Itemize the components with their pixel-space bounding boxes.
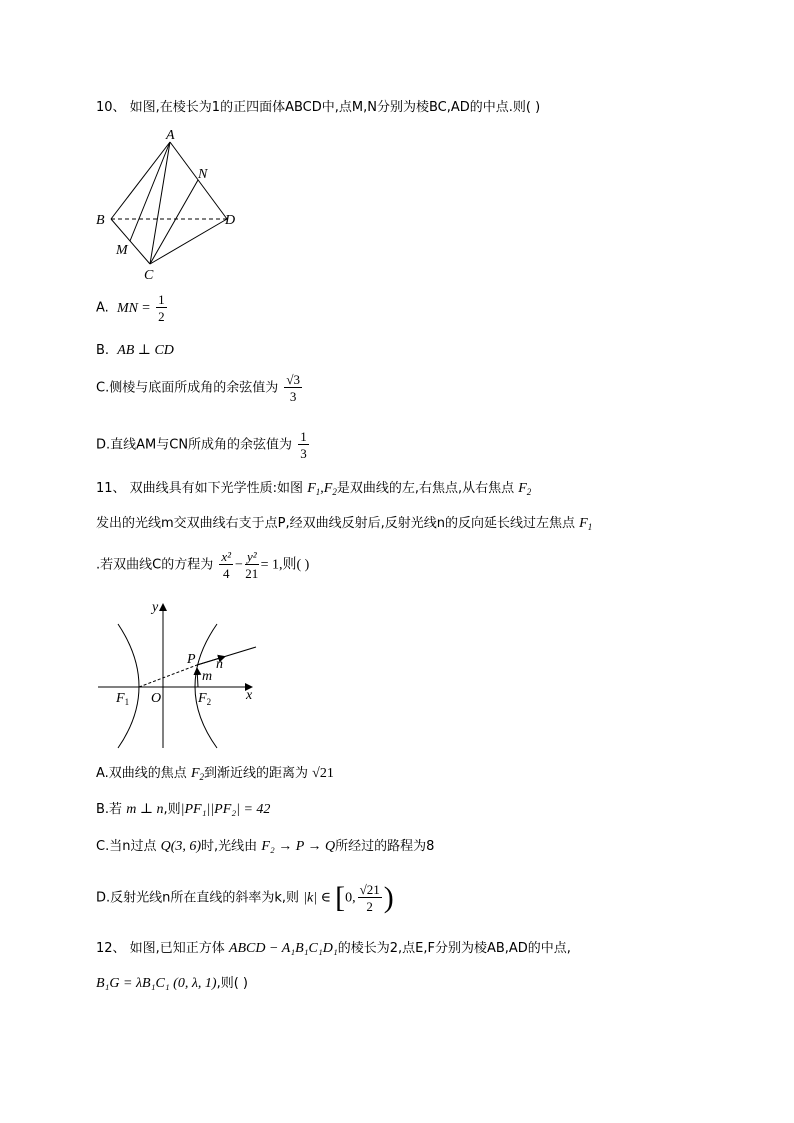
label-n: n <box>216 657 223 672</box>
q11-line-2: 发出的光线m交双曲线右支于点P,经双曲线反射后,反射光线n的反向延长线过左焦点 $F_1$ <box>96 516 593 532</box>
label-x: x <box>246 688 253 703</box>
q10-option-b: B. AB ⊥ CD <box>96 343 174 358</box>
q10-option-d: D.直线AM与CN所成角的余弦值为 $\frac{1}{3}$ <box>96 429 307 461</box>
q12-line-1: 12、 如图,已知正方体 ABCD − A₁B₁C₁D₁的棱长为2,点E,F分别为棱AB,AD的中点, <box>96 941 571 956</box>
hyperbola-left-branch <box>118 624 139 748</box>
label-f1: $F_1$ <box>116 691 130 707</box>
label-d: D <box>225 213 236 228</box>
edge-ab <box>111 142 170 219</box>
q11-option-c: C.当n过点 Q(3, 6)时,光线由 F₂ → P → Q所经过的路程为8 <box>96 839 435 854</box>
q10-option-a: A. MN = $\frac{1}{2}$ <box>96 292 165 324</box>
incident-ray-m <box>197 668 198 687</box>
q12-line-2: B₁G = λB₁C₁ (0, λ, 1),则( ) <box>96 976 248 991</box>
label-y: y <box>152 600 159 615</box>
reflected-ray-extension <box>139 665 197 687</box>
label-m: M <box>116 243 128 258</box>
label-a: A <box>166 128 175 143</box>
q11-line-1: 11、 双曲线具有如下光学性质:如图 $F_1,F_2$是双曲线的左,右焦点,从右焦点 $F_2$ <box>96 481 532 497</box>
segment-am <box>130 142 170 241</box>
q10-stem: 10、 如图,在棱长为1的正四面体ABCD中,点M,N分别为棱BC,AD的中点.则( ) <box>96 100 541 115</box>
q10-option-c: C.侧棱与底面所成角的余弦值为 $\frac{√3}{3}$ <box>96 372 300 404</box>
label-b: B <box>96 213 105 228</box>
label-m: m <box>202 669 213 684</box>
q11-hyperbola-figure <box>94 598 264 750</box>
label-p: P <box>187 652 196 667</box>
label-o: O <box>151 691 162 706</box>
q11-option-b: B.若 m ⊥ n,则|PF₁||PF₂| = 42 <box>96 802 271 817</box>
q11-option-a: A.双曲线的焦点 $F_2$到渐近线的距离为 √21 <box>96 766 334 782</box>
label-n: N <box>198 167 208 182</box>
q10-tetrahedron-figure <box>90 124 250 284</box>
label-c: C <box>144 268 154 283</box>
q11-option-d: D.反射光线n所在直线的斜率为k,则 |k| ∈ [0, $\frac{√21}{2}$ ) <box>96 881 394 914</box>
label-f2: $F_2$ <box>198 691 212 707</box>
edge-cd <box>150 219 227 264</box>
q11-line-3: .若双曲线C的方程为 $\frac{\text{x²}}{4}$ − $\frac{\text{y²}}{21}$ = 1,则( ) <box>96 549 310 581</box>
